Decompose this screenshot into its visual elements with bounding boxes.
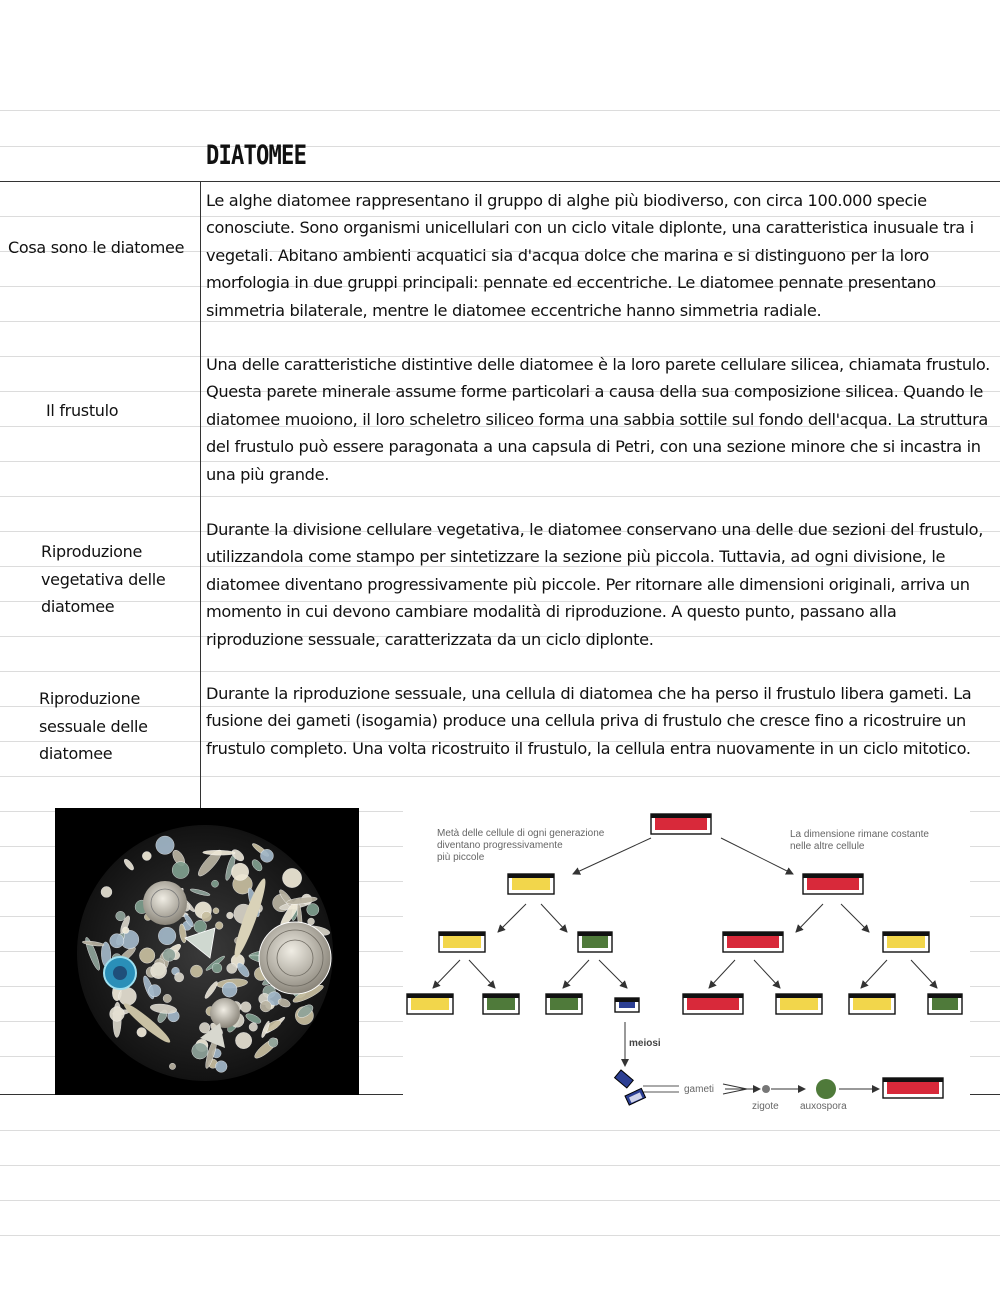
frustule-cell-yellow [407, 994, 453, 1014]
section-label-cosa-sono: Cosa sono le diatomee [8, 238, 185, 257]
frustule-cell-red [651, 814, 711, 834]
left-note-line-1: Metà delle cellule di ogni generazione [437, 828, 605, 839]
diatom-division-diagram [403, 808, 970, 1118]
right-note-line-1: La dimensione rimane costante [790, 829, 929, 840]
frustule-cell-green [578, 932, 612, 952]
section-label-frustulo: Il frustulo [46, 401, 119, 420]
section-text-riproduzione-sessuale: Durante la riproduzione sessuale, una cellula di diatomea che ha perso il frustulo libera gameti. La fusione dei gameti (isogamia) produce una cellula priva di frustulo che cresce fino a ricostruire un frustulo completo. Una volta ricostruito il frustulo, la cellula entra nuovamente in un ciclo mitotico. [206, 684, 972, 758]
page-rule [0, 146, 1000, 147]
frustule-cell-yellow [849, 994, 895, 1014]
left-note-line-3: più piccole [437, 852, 485, 863]
table-top-border [0, 181, 1000, 182]
page-rule [0, 1130, 1000, 1131]
page-rule [0, 1235, 1000, 1236]
diatoms-photo [55, 808, 359, 1095]
frustule-cell-green [928, 994, 962, 1014]
frustule-cell-red [803, 874, 863, 894]
page-rule [0, 110, 1000, 111]
auxospora-cell [816, 1079, 836, 1099]
frustule-cell-green [483, 994, 519, 1014]
section-text-cosa-sono: Le alghe diatomee rappresentano il gruppo di alghe più biodiverso, con circa 100.000 specie conosciute. Sono organismi unicellulari con un ciclo vitale diplonte, una caratteristica inusuale tra i vegetali. Abitano ambienti acquatici sia d'acqua dolce che marina e si distinguono per la loro morfologia in due gruppi principali: pennate ed eccentriche. Le diatomee pennate presentano simmetria bilaterale, mentre le diatomee eccentriche hanno simmetria radiale. [206, 191, 974, 320]
page-title: DIATOMEE [206, 140, 307, 171]
table-column-divider [200, 181, 201, 808]
frustule-cell-yellow [508, 874, 554, 894]
meiosi-label: meiosi [629, 1038, 661, 1049]
frustule-cell-yellow [883, 932, 929, 952]
frustule-cell-red [883, 1078, 943, 1098]
frustule-cell-yellow [776, 994, 822, 1014]
frustule-cell-green [546, 994, 582, 1014]
section-label-riproduzione-sessuale: Riproduzione sessuale delle diatomee [39, 689, 148, 763]
frustule-cell-yellow [439, 932, 485, 952]
page-rule [0, 496, 1000, 497]
frustule-cell-red [723, 932, 783, 952]
section-label-riproduzione-vegetativa: Riproduzione vegetativa delle diatomee [41, 542, 166, 616]
page-rule [0, 1165, 1000, 1166]
page-rule [0, 1200, 1000, 1201]
section-text-frustulo: Una delle caratteristiche distintive delle diatomee è la loro parete cellulare silicea, chiamata frustulo. Questa parete minerale assume forme particolari a causa della sua composizione silicea. Quando le diatomee muoiono, il loro scheletro siliceo forma una sabbia sottile sul fondo dell'acqua. La struttura del frustulo può essere paragonata a una capsula di Petri, con una sezione minore che si incastra in una più grande. [206, 355, 990, 484]
page-rule [0, 776, 1000, 777]
left-note-line-2: diventano progressivamente [437, 840, 563, 851]
gameti-label: gameti [684, 1084, 715, 1095]
page-rule [0, 671, 1000, 672]
frustule-cell-blue [615, 998, 639, 1012]
section-text-riproduzione-vegetativa: Durante la divisione cellulare vegetativa, le diatomee conservano una delle due sezioni del frustulo, utilizzandola come stampo per sintetizzare la sezione più piccola. Tuttavia, ad ogni divisione, le diatomee diventano progressivamente più piccole. Per ritornare alle dimensioni originali, arriva un momento in cui devono cambiare modalità di riproduzione. A questo punto, passano alla riproduzione sessuale, caratterizzata da un ciclo diplonte. [206, 520, 984, 649]
right-note-line-2: nelle altre cellule [790, 841, 865, 852]
auxospora-label: auxospora [800, 1101, 847, 1112]
frustule-cell-red [683, 994, 743, 1014]
zigote-label: zigote [752, 1101, 779, 1112]
